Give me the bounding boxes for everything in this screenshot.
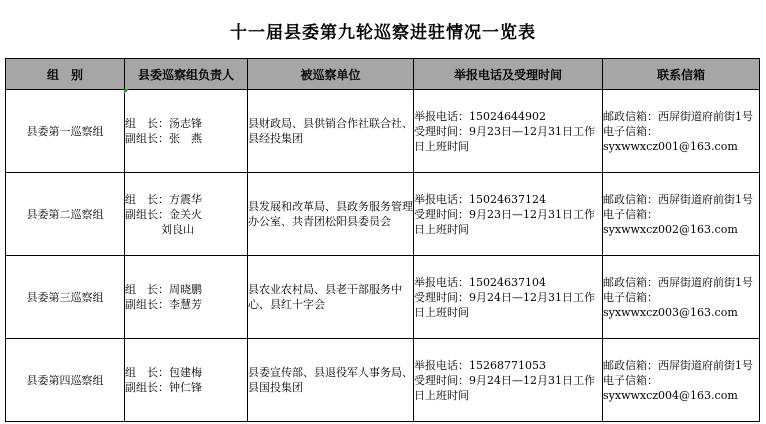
group-name: 县委第四巡察组 bbox=[6, 339, 125, 422]
email-address: syxwwxcz003@163.com bbox=[603, 305, 738, 319]
contact-cell bbox=[603, 256, 760, 339]
email-address: syxwwxcz004@163.com bbox=[603, 388, 738, 402]
time-text: 受理时间：9月24日—12月31日工作日上班时间 bbox=[414, 373, 595, 402]
phone-cell bbox=[414, 90, 603, 173]
table-row bbox=[6, 90, 760, 173]
leader-cell bbox=[125, 339, 248, 422]
header-contact: 联系信箱 bbox=[603, 59, 760, 90]
leader-line: 组 长：周晓鹏 bbox=[125, 283, 202, 296]
units-cell bbox=[248, 339, 414, 422]
table-row bbox=[6, 339, 760, 422]
email-label: 电子信箱： bbox=[603, 124, 658, 138]
leader-line: 刘良山 bbox=[161, 222, 194, 236]
contact-cell bbox=[603, 173, 760, 256]
phone-text: 举报电话：15268771053 bbox=[414, 358, 546, 372]
contact-cell bbox=[603, 339, 760, 422]
email-label: 电子信箱： bbox=[603, 290, 658, 304]
group-name: 县委第一巡察组 bbox=[6, 90, 125, 173]
units-text: 县财政局、县供销合作社联合社、县经投集团 bbox=[248, 117, 413, 145]
units-cell bbox=[248, 173, 414, 256]
time-text: 受理时间：9月23日—12月31日工作日上班时间 bbox=[414, 207, 595, 236]
units-cell bbox=[248, 90, 414, 173]
leader-line: 副组长：张 燕 bbox=[125, 132, 202, 145]
table-row bbox=[6, 173, 760, 256]
units-text: 县农业农村局、县老干部服务中心、县红十字会 bbox=[248, 283, 402, 311]
phone-text: 举报电话：15024637104 bbox=[414, 275, 546, 289]
time-text: 受理时间：9月24日—12月31日工作日上班时间 bbox=[414, 290, 595, 319]
leader-line: 组 长：方震华 bbox=[125, 192, 202, 206]
header-units: 被巡察单位 bbox=[248, 59, 414, 90]
postal-text: 邮政信箱：西屏街道府前街1号 bbox=[603, 109, 753, 123]
leader-cell bbox=[125, 256, 248, 339]
units-cell bbox=[248, 256, 414, 339]
phone-text: 举报电话：15024637124 bbox=[414, 192, 546, 206]
postal-text: 邮政信箱：西屏街道府前街1号 bbox=[603, 358, 753, 372]
phone-cell bbox=[414, 256, 603, 339]
leader-line: 组 长：汤志锋 bbox=[125, 117, 202, 130]
group-name: 县委第二巡察组 bbox=[6, 173, 125, 256]
units-text: 县发展和改革局、县政务服务管理办公室、共青团松阳县委员会 bbox=[248, 200, 413, 228]
email-label: 电子信箱： bbox=[603, 207, 658, 221]
inspection-table bbox=[5, 58, 760, 422]
leader-line: 组 长：包建梅 bbox=[125, 366, 202, 379]
units-text: 县委宣传部、县退役军人事务局、县国投集团 bbox=[248, 366, 413, 394]
leader-cell bbox=[125, 173, 248, 256]
table-row bbox=[6, 256, 760, 339]
phone-text: 举报电话：15024644902 bbox=[414, 109, 546, 123]
time-text: 受理时间：9月23日—12月31日工作日上班时间 bbox=[414, 124, 595, 153]
leader-line: 副组长：钟仁锋 bbox=[125, 381, 202, 394]
email-label: 电子信箱： bbox=[603, 373, 658, 387]
page-title: 十一届县委第九轮巡察进驻情况一览表 bbox=[230, 23, 536, 43]
email-address: syxwwxcz002@163.com bbox=[603, 222, 738, 236]
email-address: syxwwxcz001@163.com bbox=[603, 139, 738, 153]
postal-text: 邮政信箱：西屏街道府前街1号 bbox=[603, 275, 753, 289]
phone-cell bbox=[414, 173, 603, 256]
leader-line: 副组长：李慧芳 bbox=[125, 298, 202, 311]
cell-comment-marker bbox=[124, 89, 129, 94]
phone-cell bbox=[414, 339, 603, 422]
header-group: 组 别 bbox=[6, 59, 125, 90]
contact-cell bbox=[603, 90, 760, 173]
header-phone: 举报电话及受理时间 bbox=[414, 59, 603, 90]
leader-line: 副组长：金关火 bbox=[125, 207, 202, 221]
group-name: 县委第三巡察组 bbox=[6, 256, 125, 339]
leader-cell bbox=[125, 90, 248, 173]
table-header-row bbox=[6, 59, 760, 90]
header-leader: 县委巡察组负责人 bbox=[125, 59, 248, 90]
postal-text: 邮政信箱：西屏街道府前街1号 bbox=[603, 192, 753, 206]
